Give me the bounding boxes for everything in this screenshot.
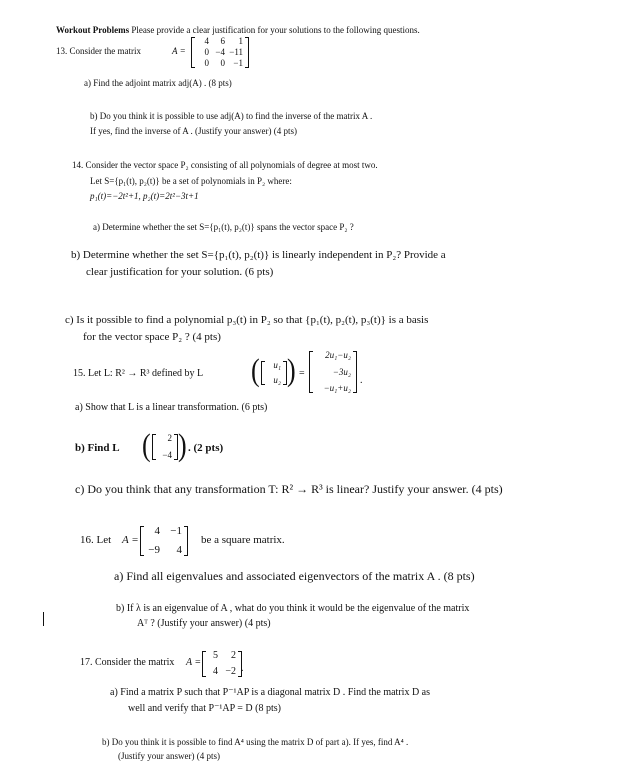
vector-entry: 2u₁−u₂ bbox=[325, 350, 351, 360]
header-instructions: Please provide a clear justification for your solutions to the following questions. bbox=[131, 25, 420, 35]
period: . bbox=[241, 663, 244, 674]
vector-entry: −4 bbox=[162, 450, 172, 460]
equals-sign: = bbox=[299, 368, 305, 379]
vector-entry: −3u₂ bbox=[332, 366, 351, 377]
q16-matrix-var: A = bbox=[122, 534, 139, 546]
matrix-entry: 1 bbox=[238, 36, 243, 46]
matrix-entry: 4 bbox=[204, 36, 209, 46]
q14-part-a: a) Determine whether the set S={p₁(t), p₂(t)} spans the vector space P₂ ? bbox=[93, 222, 354, 232]
q17-part-a-line2: well and verify that P⁻¹AP = D (8 pts) bbox=[128, 703, 281, 714]
matrix-entry: 4 bbox=[154, 525, 160, 537]
text-cursor bbox=[43, 612, 44, 626]
vector-entry: 2 bbox=[167, 433, 172, 443]
header bbox=[56, 26, 420, 35]
left-paren: ( bbox=[251, 353, 260, 388]
q16-intro: 16. Let bbox=[80, 534, 112, 546]
q13-matrix-var: A = bbox=[172, 46, 186, 56]
matrix-entry: 2 bbox=[231, 650, 236, 661]
q17-part-a-line1: a) Find a matrix P such that P⁻¹AP is a diagonal matrix D . Find the matrix D as bbox=[110, 687, 430, 698]
period: . bbox=[360, 375, 363, 386]
q16-tail: be a square matrix. bbox=[201, 534, 285, 546]
q17-part-b-line1: b) Do you think it is possible to find A⁴ using the matrix D of part a). If yes, find A⁴ . bbox=[102, 737, 409, 747]
q15-b-vector bbox=[152, 434, 178, 460]
q17-intro: 17. Consider the matrix bbox=[80, 657, 175, 668]
matrix-entry: −2 bbox=[225, 666, 236, 677]
q17-part-b-line2: (Justify your answer) (4 pts) bbox=[118, 751, 220, 761]
matrix-entry: −9 bbox=[148, 544, 160, 556]
q14-intro: 14. Consider the vector space P₂ consisting of all polynomials of degree at most two. bbox=[72, 160, 378, 170]
q16-part-a: a) Find all eigenvalues and associated eigenvectors of the matrix A . (8 pts) bbox=[114, 569, 475, 583]
q17-matrix bbox=[202, 651, 242, 677]
matrix-entry: −11 bbox=[229, 47, 243, 57]
q13-part-a: a) Find the adjoint matrix adj(A) . (8 pts) bbox=[84, 78, 232, 88]
q16-part-b-line2: Aᵀ ? (Justify your answer) (4 pts) bbox=[137, 618, 271, 629]
matrix-entry: −4 bbox=[215, 47, 225, 57]
matrix-entry: 0 bbox=[204, 58, 209, 68]
q14-let: Let S={p₁(t), p₂(t)} be a set of polynomials in P₂ where: bbox=[90, 176, 292, 186]
q13-matrix bbox=[191, 37, 249, 68]
q14-part-b-line2: clear justification for your solution. (6 pts) bbox=[86, 266, 274, 278]
q15-part-c: c) Do you think that any transformation T: R² → R³ is linear? Justify your answer. (4 pts) bbox=[75, 482, 503, 496]
q16-part-b-line1: b) If λ is an eigenvalue of A , what do you think it would be the eigenvalue of the matrix bbox=[116, 603, 470, 614]
matrix-entry: 6 bbox=[220, 36, 225, 46]
q17-matrix-var: A = bbox=[186, 657, 202, 668]
left-paren: ( bbox=[142, 428, 151, 463]
header-title: Workout Problems bbox=[56, 25, 130, 35]
q15-part-a: a) Show that L is a linear transformation. (6 pts) bbox=[75, 402, 268, 413]
q16-matrix bbox=[140, 526, 188, 556]
q15-intro: 15. Let L: R² → R³ defined by L bbox=[73, 368, 204, 379]
vector-entry: −u₁+u₂ bbox=[323, 383, 351, 393]
matrix-entry: −1 bbox=[170, 525, 182, 537]
right-paren: ) bbox=[178, 428, 187, 463]
matrix-entry: 4 bbox=[176, 544, 182, 556]
vector-entry: u₂ bbox=[273, 375, 281, 385]
q15-input-vector bbox=[261, 361, 287, 385]
matrix-entry: 0 bbox=[204, 47, 209, 57]
q14-polynomials: p₁(t)=−2t²+1, p₂(t)=2t²−3t+1 bbox=[90, 191, 199, 201]
q13-intro: 13. Consider the matrix bbox=[56, 46, 141, 56]
q15-output-vector bbox=[309, 351, 357, 393]
right-paren: ) bbox=[287, 353, 296, 388]
q15-part-b-points: . (2 pts) bbox=[188, 442, 224, 454]
matrix-entry: −1 bbox=[233, 58, 243, 68]
q13-part-b-line1: b) Do you think it is possible to use adj(A) to find the inverse of the matrix A . bbox=[90, 111, 373, 121]
vector-entry: u₁ bbox=[273, 360, 281, 370]
q14-part-b-line1: b) Determine whether the set S={p₁(t), p₂(t)} is linearly independent in P₂? Provide a bbox=[71, 249, 446, 261]
q13-part-b-line2: If yes, find the inverse of A . (Justify your answer) (4 pts) bbox=[90, 126, 297, 136]
q15-part-b-label: b) Find L bbox=[75, 442, 120, 454]
matrix-entry: 5 bbox=[213, 650, 218, 661]
matrix-entry: 0 bbox=[220, 58, 225, 68]
q14-part-c-line1: c) Is it possible to find a polynomial p₃(t) in P₂ so that {p₁(t), p₂(t), p₃(t)} is a basis bbox=[65, 314, 429, 326]
matrix-entry: 4 bbox=[213, 666, 218, 677]
q14-part-c-line2: for the vector space P₂ ? (4 pts) bbox=[83, 331, 221, 343]
